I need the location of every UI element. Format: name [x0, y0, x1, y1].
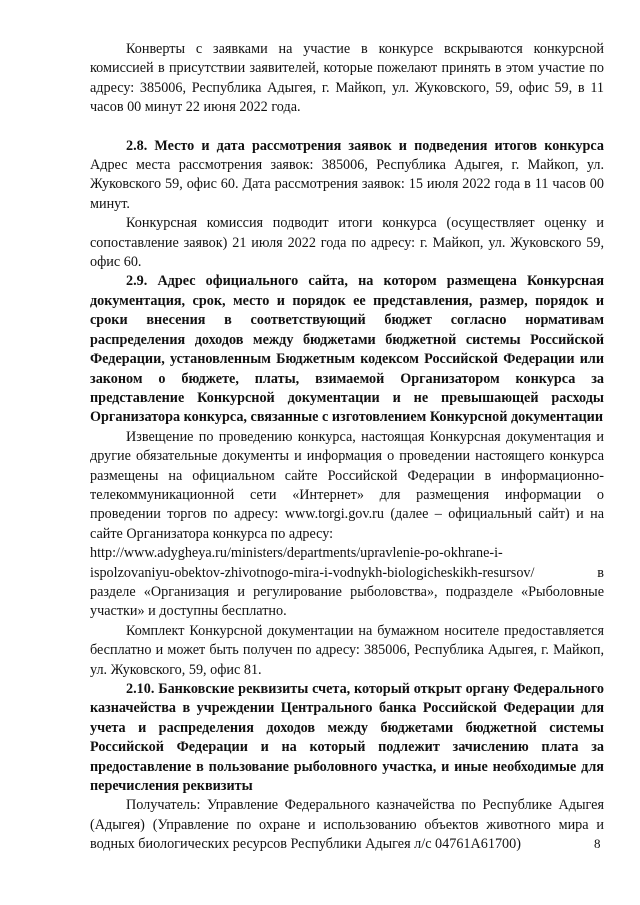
paragraph-commission: Конкурсная комиссия подводит итоги конкурса (осуществляет оценку и сопоставление заявок) 21 июля 2022 года по адресу: г. Майкоп, ул. Жуковского 59, офис 60.	[90, 215, 604, 271]
paragraph-paper-copy: Комплект Конкурсной документации на бумажном носителе предоставляется бесплатно и может быть получен по адресу: 385006, Республика Адыгея, г. Майкоп, ул. Жуковского, 59, офис 81.	[90, 622, 604, 678]
paragraph-recipient: Получатель: Управление Федерального казначейства по Республике Адыгея (Адыгея) (Управление по охране и использованию объектов животного мира и водных биологических ресурсов Республики Адыгея л/с 04761А61700)	[90, 797, 604, 853]
section-2-10-heading: 2.10. Банковские реквизиты счета, который открыт органу Федерального казначейства в учреждении Центрального банка Российской Федерации для учета и распределения доходов между бюджетами бюджетной системы Российской Федерации и на который подлежит зачислению плата за предоставление в пользование рыболовного участка, и иные необходимые для перечисления реквизиты	[90, 681, 604, 795]
paragraph-envelopes: Конверты с заявками на участие в конкурсе вскрываются конкурсной комиссией в присутствии заявителей, которые пожелают принять в этом участие по адресу: 385006, Республика Адыгея, г. Майкоп, ул. Жуковского, 59, офис 59, в 11 часов 00 минут 22 июня 2022 года.	[90, 41, 604, 116]
section-2-8-heading: 2.8. Место и дата рассмотрения заявок и подведения итогов конкурса	[126, 137, 604, 154]
organizer-url-line-2-row	[90, 564, 604, 583]
paragraph-after-url: разделе «Организация и регулирование рыболовства», подразделе «Рыболовные участки» и доступны бесплатно.	[90, 583, 604, 620]
organizer-url-line-2[interactable]: ispolzovaniyu-obektov-zhivotnogo-mira-i-vodnykh-biologicheskikh-resursov/	[90, 564, 535, 581]
organizer-url-line-1[interactable]: http://www.adygheya.ru/ministers/departments/upravlenie-po-okhrane-i-	[90, 545, 503, 562]
section-2-9-heading: 2.9. Адрес официального сайта, на котором размещена Конкурсная документация, срок, место и порядок ее представления, размер, порядок и сроки внесения в соответствующий бюджет согласно нормативам распределения доходов между бюджетами бюджетной системы Российской Федерации, установленным Бюджетным кодексом Российской Федерации или законом о бюджете, платы, взимаемой Организатором конкурса за представление Конкурсной документации и не превышающей расходы Организатора конкурса, связанные с изготовлением Конкурсной документации	[90, 273, 604, 426]
document-page	[90, 40, 604, 855]
paragraph-notice: Извещение по проведению конкурса, настоящая Конкурсная документация и другие обязательные документы и информация о проведении настоящего конкурса размещены на официальном сайте Российской Федерации в информационно-телекоммуникационной сети «Интернет» для размещения информации о проведении торгов по адресу: www.torgi.gov.ru (далее – официальный сайт) и на сайте Организатора конкурса по адресу:	[90, 428, 604, 542]
section-2-8	[90, 137, 604, 215]
section-2-8-body: Адрес места рассмотрения заявок: 385006, Республика Адыгея, г. Майкоп, ул. Жуковского 59, офис 60. Дата рассмотрения заявок: 15 июля 2022 года в 11 часов 00 минут.	[90, 157, 604, 212]
url-tail-word: в	[597, 564, 604, 581]
page-number: 8	[594, 836, 601, 851]
